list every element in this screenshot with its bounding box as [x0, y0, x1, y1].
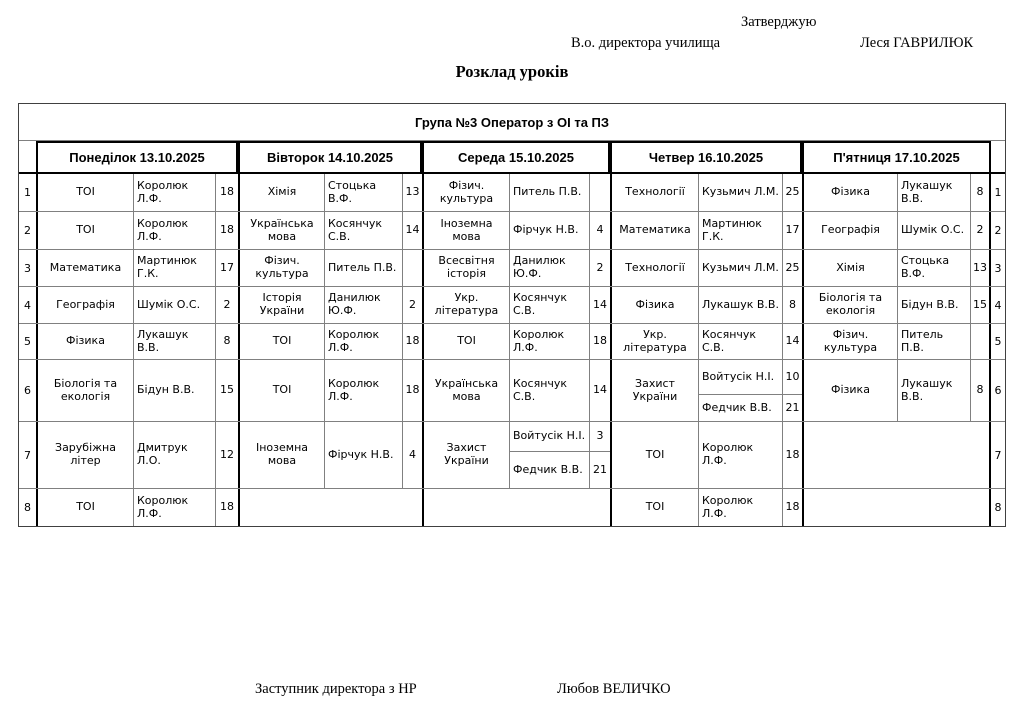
teacher-cell: Данилюк Ю.Ф.: [325, 287, 403, 323]
lesson-tue: [238, 174, 422, 211]
lesson-number: 4: [994, 298, 1002, 312]
subject-cell: Біологія та екологія: [38, 360, 134, 421]
teacher-cell: Стоцька В.Ф.: [898, 250, 971, 286]
subject-cell: ТОІ: [612, 422, 699, 488]
subject-cell: ТОІ: [424, 324, 510, 359]
teacher-cell: Лукашук В.В.: [134, 324, 216, 359]
subject-cell: Укр. література: [612, 324, 699, 359]
lesson-thu: [610, 287, 802, 323]
subject-cell: Хімія: [240, 174, 325, 211]
lesson-tue: [238, 489, 422, 526]
room-cell: 25: [785, 185, 800, 199]
room-cell: [590, 174, 610, 211]
room-cell: 25: [785, 260, 800, 274]
room-cell: 17: [220, 260, 234, 274]
teacher-cell: Федчик В.В.: [699, 395, 783, 421]
lesson-wed: [422, 174, 610, 211]
day-header-row: [19, 140, 1005, 172]
room-cell: 18: [593, 334, 607, 348]
lesson-thu: [610, 422, 802, 488]
day-header-monday: Понеділок 13.10.2025: [36, 141, 238, 172]
teacher-cell: Лукашук В.В.: [898, 174, 971, 211]
lesson-mon: [36, 422, 238, 488]
subject-cell: ТОІ: [240, 324, 325, 359]
lesson-thu: [610, 324, 802, 359]
lesson-number: 1: [994, 186, 1002, 199]
room-cell: [971, 324, 989, 359]
lesson-wed: [422, 422, 610, 488]
teacher-cell: Шумік О.С.: [134, 287, 216, 323]
subject-cell: ТОІ: [38, 174, 134, 211]
lesson-fri: [802, 360, 991, 421]
teacher-cell: Войтусік Н.І.: [510, 422, 590, 451]
room-cell: 2: [223, 297, 231, 311]
table-row: [19, 174, 1005, 212]
room-cell: 14: [785, 334, 800, 348]
room-cell: 4: [596, 223, 604, 237]
lesson-number: 8: [24, 501, 31, 514]
teacher-cell: Косянчук С.В.: [510, 360, 590, 421]
lesson-mon: [36, 287, 238, 323]
lesson-tue: [238, 422, 422, 488]
subject-cell: Іноземна мова: [240, 422, 325, 488]
director-name: Леся ГАВРИЛЮК: [860, 35, 974, 51]
teacher-cell: Косянчук С.В.: [510, 287, 590, 323]
subject-cell: Технології: [612, 250, 699, 286]
subject-cell: Біологія та екологія: [804, 287, 898, 323]
split-subrow: [699, 360, 802, 395]
subject-cell: Географія: [38, 287, 134, 323]
room-cell: 15: [220, 383, 234, 397]
room-cell: 18: [785, 447, 800, 461]
lesson-fri: [802, 174, 991, 211]
lesson-wed: [422, 324, 610, 359]
lesson-number: 6: [24, 384, 31, 397]
split-subrow: [699, 395, 802, 421]
header-right-stub: [991, 141, 1005, 172]
schedule-table: [18, 103, 1006, 527]
subject-cell: Математика: [612, 212, 699, 249]
teacher-cell: Королюк Л.Ф.: [134, 174, 216, 211]
room-cell: 18: [220, 223, 234, 237]
room-cell: 17: [785, 223, 800, 237]
lesson-number: 7: [24, 448, 31, 462]
subject-cell: Фізика: [804, 360, 898, 421]
day-header-wednesday: Середа 15.10.2025: [422, 141, 610, 172]
lesson-number: 6: [994, 384, 1002, 397]
table-row: [19, 324, 1005, 360]
lesson-number: 3: [24, 261, 31, 275]
table-row: [19, 250, 1005, 287]
lesson-tue: [238, 360, 422, 421]
lesson-number: 7: [994, 448, 1002, 462]
room-cell: 18: [405, 383, 420, 397]
split-subrow: [510, 422, 610, 452]
teacher-cell: Бідун В.В.: [898, 287, 971, 323]
lesson-fri: [802, 250, 991, 286]
teacher-cell: Лукашук В.В.: [898, 360, 971, 421]
teacher-cell: Королюк Л.Ф.: [699, 422, 783, 488]
teacher-cell: Косянчук С.В.: [699, 324, 783, 359]
subject-cell: Фізич. культура: [424, 174, 510, 211]
subject-cell: Українська мова: [240, 212, 325, 249]
subject-cell: Захист України: [612, 360, 699, 421]
teacher-cell: Королюк Л.Ф.: [134, 489, 216, 526]
subject-cell: Хімія: [804, 250, 898, 286]
teacher-cell: Питель П.В.: [898, 324, 971, 359]
split-subrow: [510, 452, 610, 488]
teacher-cell: Королюк Л.Ф.: [699, 489, 783, 526]
teacher-cell: Бідун В.В.: [134, 360, 216, 421]
lesson-thu: [610, 489, 802, 526]
room-cell: 21: [785, 400, 800, 414]
lesson-wed: [422, 212, 610, 249]
approval-label: Затверджую: [741, 14, 817, 30]
lesson-mon: [36, 489, 238, 526]
subject-cell: Фізика: [804, 174, 898, 211]
table-row: [19, 422, 1005, 489]
lesson-wed: [422, 489, 610, 526]
teacher-cell: Дмитрук Л.О.: [134, 422, 216, 488]
room-cell: 2: [596, 260, 604, 274]
deputy-name: Любов ВЕЛИЧКО: [557, 681, 671, 697]
lesson-number: 5: [24, 335, 31, 348]
lesson-thu: [610, 174, 802, 211]
schedule-body: [19, 172, 1005, 526]
room-cell: 18: [220, 500, 234, 514]
room-cell: 3: [596, 429, 604, 443]
teacher-cell: Кузьмич Л.М.: [699, 174, 783, 211]
room-cell: 8: [976, 185, 984, 199]
lesson-mon: [36, 250, 238, 286]
subject-cell: Укр. література: [424, 287, 510, 323]
lesson-wed: [422, 250, 610, 286]
subject-cell: Українська мова: [424, 360, 510, 421]
subject-cell: Фізика: [612, 287, 699, 323]
subject-cell: Історія України: [240, 287, 325, 323]
day-header-tuesday: Вівторок 14.10.2025: [238, 141, 422, 172]
room-cell: 18: [220, 185, 234, 199]
header-left-stub: [19, 141, 36, 172]
teacher-cell: Косянчук С.В.: [325, 212, 403, 249]
split-teacher-column: [699, 360, 802, 421]
subject-cell: ТОІ: [38, 212, 134, 249]
teacher-cell: Стоцька В.Ф.: [325, 174, 403, 211]
room-cell: 18: [785, 500, 800, 514]
room-cell: 15: [973, 297, 987, 311]
deputy-position: Заступник директора з НР: [255, 681, 417, 697]
lesson-mon: [36, 324, 238, 359]
table-row: [19, 489, 1005, 526]
lesson-number: 1: [24, 186, 31, 199]
subject-cell: Іноземна мова: [424, 212, 510, 249]
room-cell: 2: [976, 223, 984, 237]
room-cell: 13: [973, 260, 987, 274]
day-header-friday: П'ятниця 17.10.2025: [802, 141, 991, 172]
lesson-thu: [610, 250, 802, 286]
room-cell: 4: [409, 447, 416, 461]
lesson-number: 5: [994, 335, 1002, 348]
teacher-cell: Шумік О.С.: [898, 212, 971, 249]
lesson-number: 4: [24, 298, 31, 312]
lesson-tue: [238, 287, 422, 323]
director-position: В.о. директора училища: [571, 35, 721, 51]
teacher-cell: Фірчук Н.В.: [325, 422, 403, 488]
subject-cell: Географія: [804, 212, 898, 249]
lesson-mon: [36, 174, 238, 211]
room-cell: 14: [405, 223, 420, 237]
room-cell: 8: [223, 334, 231, 348]
room-cell: 10: [785, 369, 800, 383]
split-teacher-column: [510, 422, 610, 488]
table-row: [19, 287, 1005, 324]
subject-cell: ТОІ: [38, 489, 134, 526]
subject-cell: Всесвітня історія: [424, 250, 510, 286]
lesson-fri: [802, 489, 991, 526]
room-cell: 18: [405, 334, 420, 348]
table-row: [19, 212, 1005, 250]
subject-cell: Фізич. культура: [804, 324, 898, 359]
lesson-tue: [238, 324, 422, 359]
lesson-number: 2: [994, 224, 1002, 237]
lesson-thu: [610, 212, 802, 249]
lesson-thu: [610, 360, 802, 421]
lesson-fri: [802, 212, 991, 249]
subject-cell: Захист України: [424, 422, 510, 488]
lesson-fri: [802, 422, 991, 488]
page-title: Розклад уроків: [455, 62, 569, 81]
teacher-cell: Фірчук Н.В.: [510, 212, 590, 249]
lesson-mon: [36, 212, 238, 249]
lesson-fri: [802, 324, 991, 359]
subject-cell: Фізика: [38, 324, 134, 359]
teacher-cell: Королюк Л.Ф.: [325, 360, 403, 421]
lesson-number: 8: [994, 501, 1002, 514]
day-header-thursday: Четвер 16.10.2025: [610, 141, 802, 172]
teacher-cell: Данилюк Ю.Ф.: [510, 250, 590, 286]
room-cell: [403, 250, 422, 286]
subject-cell: ТОІ: [240, 360, 325, 421]
teacher-cell: Королюк Л.Ф.: [134, 212, 216, 249]
teacher-cell: Лукашук В.В.: [699, 287, 783, 323]
lesson-wed: [422, 360, 610, 421]
subject-cell: ТОІ: [612, 489, 699, 526]
teacher-cell: Питель П.В.: [325, 250, 403, 286]
room-cell: 2: [409, 297, 416, 311]
lesson-fri: [802, 287, 991, 323]
teacher-cell: Мартинюк Г.К.: [699, 212, 783, 249]
subject-cell: Зарубіжна літер: [38, 422, 134, 488]
lesson-number: 2: [24, 224, 31, 237]
teacher-cell: Войтусік Н.І.: [699, 360, 783, 394]
teacher-cell: Мартинюк Г.К.: [134, 250, 216, 286]
lesson-wed: [422, 287, 610, 323]
lesson-number: 3: [994, 261, 1002, 275]
room-cell: 8: [789, 297, 796, 311]
lesson-mon: [36, 360, 238, 421]
lesson-tue: [238, 250, 422, 286]
room-cell: 14: [593, 297, 607, 311]
table-row: [19, 360, 1005, 422]
teacher-cell: Королюк Л.Ф.: [325, 324, 403, 359]
teacher-cell: Кузьмич Л.М.: [699, 250, 783, 286]
subject-cell: Технології: [612, 174, 699, 211]
room-cell: 8: [976, 383, 984, 397]
room-cell: 13: [405, 185, 420, 199]
teacher-cell: Питель П.В.: [510, 174, 590, 211]
room-cell: 14: [593, 383, 607, 397]
subject-cell: Математика: [38, 250, 134, 286]
room-cell: 21: [593, 462, 607, 476]
group-header: Група №3 Оператор з ОІ та ПЗ: [414, 114, 610, 130]
lesson-tue: [238, 212, 422, 249]
teacher-cell: Федчик В.В.: [510, 452, 590, 488]
subject-cell: Фізич. культура: [240, 250, 325, 286]
teacher-cell: Королюк Л.Ф.: [510, 324, 590, 359]
room-cell: 12: [220, 447, 234, 461]
